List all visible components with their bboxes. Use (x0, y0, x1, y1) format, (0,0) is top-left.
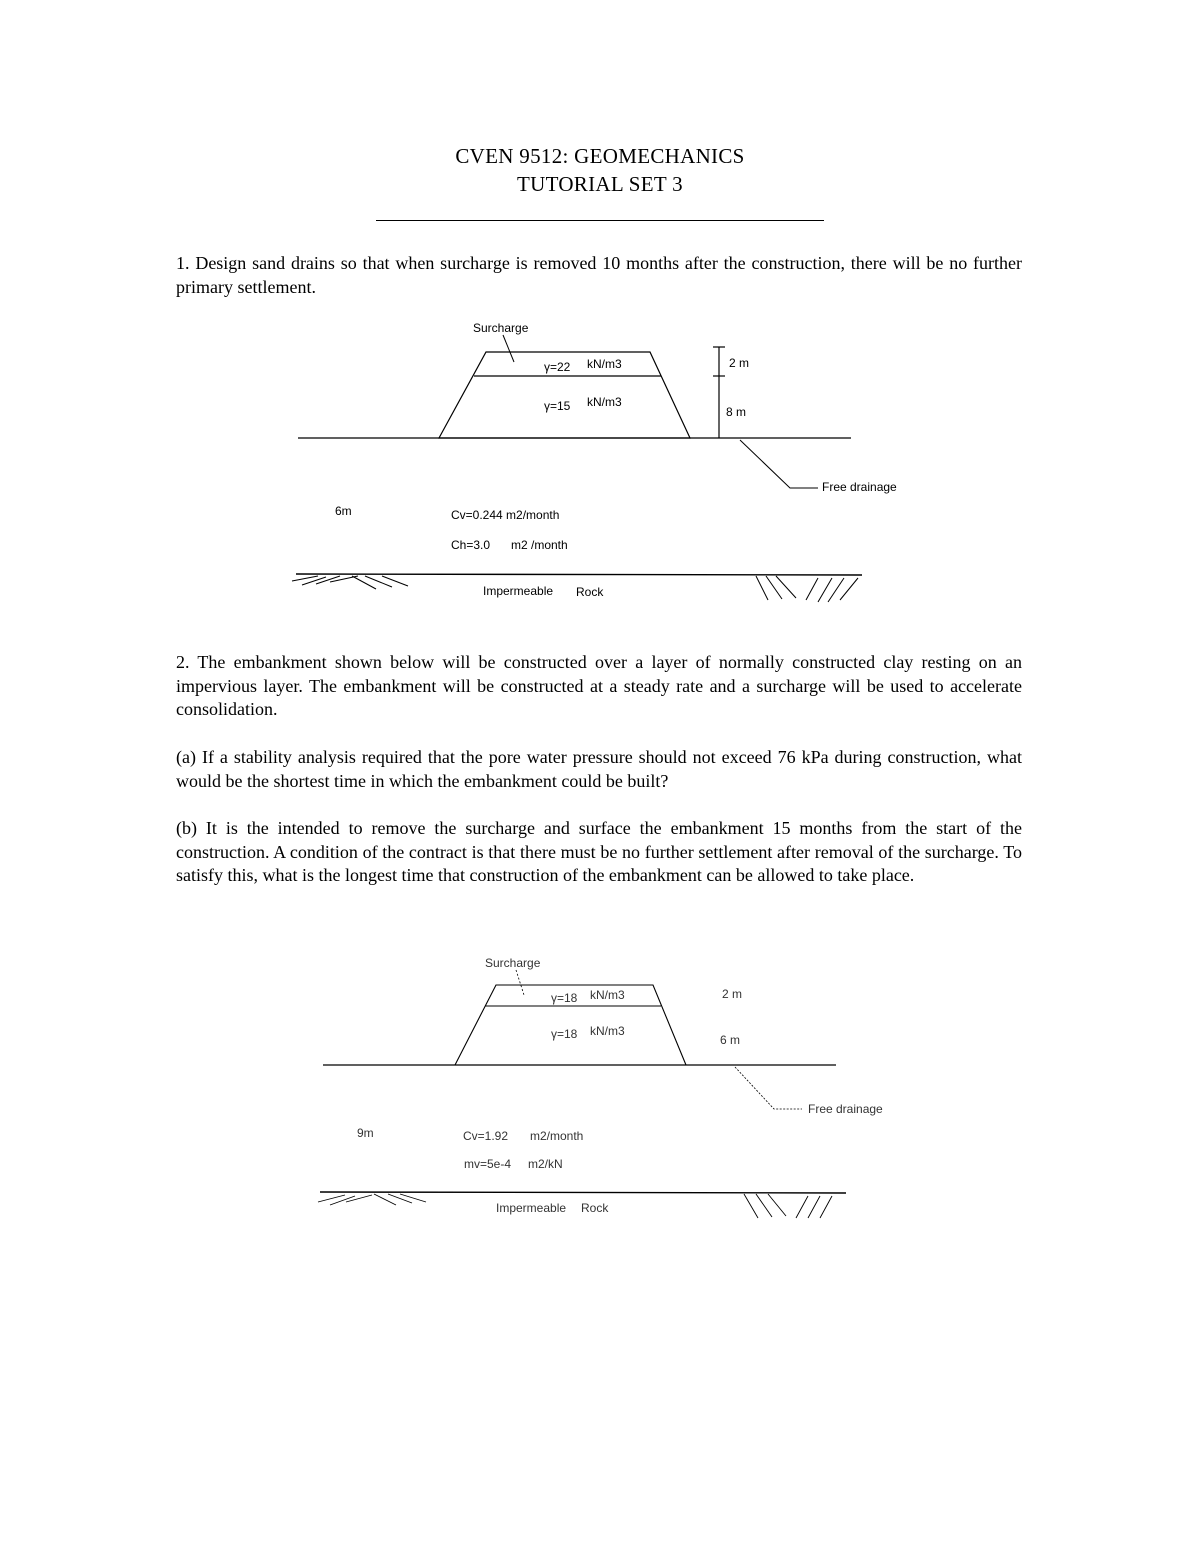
mv-unit: m2/kN (528, 1157, 563, 1171)
layer-thickness: 6m (335, 504, 352, 518)
cv-value: Cv=1.92 (463, 1129, 509, 1143)
gamma-fill-unit: kN/m3 (590, 1024, 625, 1038)
rock-hatching-left (318, 1194, 426, 1205)
base-rock: Rock (576, 585, 604, 599)
surcharge-label: Surcharge (485, 956, 541, 970)
rock-hatching-right (756, 576, 858, 602)
page-subtitle: TUTORIAL SET 3 (517, 172, 683, 196)
base-line (296, 574, 862, 575)
rock-hatching-right (744, 1194, 832, 1218)
gamma-fill-unit: kN/m3 (587, 395, 622, 409)
gamma-surcharge-unit: kN/m3 (587, 357, 622, 371)
question-2a-text: (a) If a stability analysis required that the pore water pressure should not exceed 76 kPa during construction, what would be the shortest time in which the embankment could be built? (176, 747, 1022, 791)
gamma-surcharge: γ=22 (544, 360, 571, 374)
gamma-surcharge: γ=18 (551, 991, 578, 1005)
cv-value: Cv=0.244 m2/month (451, 508, 560, 522)
base-impermeable: Impermeable (483, 584, 554, 598)
rock-hatching-left (292, 576, 408, 589)
base-line (320, 1192, 846, 1193)
base-impermeable: Impermeable (496, 1201, 567, 1215)
height-surcharge: 2 m (729, 356, 750, 370)
layer-thickness: 9m (357, 1126, 374, 1140)
mv-value: mv=5e-4 (464, 1157, 512, 1171)
gamma-fill: γ=18 (551, 1027, 578, 1041)
drainage-label: Free drainage (822, 480, 897, 494)
height-surcharge: 2 m (722, 987, 743, 1001)
height-fill: 6 m (720, 1033, 741, 1047)
drainage-label: Free drainage (808, 1102, 883, 1116)
surcharge-label: Surcharge (473, 321, 529, 335)
question-1-diagram (0, 310, 1200, 610)
ch-unit: m2 /month (511, 538, 568, 552)
base-rock: Rock (581, 1201, 609, 1215)
gamma-fill: γ=15 (544, 399, 571, 413)
question-2b-text: (b) It is the intended to remove the surcharge and surface the embankment 15 months from the start of the construction. A condition of the contract is that there must be no further settlement after removal of the surcharge. To satisfy this, what is the longest time that construction of the embankment can be allowed to take place. (176, 818, 1022, 885)
title-divider (376, 220, 824, 221)
surcharge-leader (503, 335, 514, 362)
cv-unit: m2/month (530, 1129, 584, 1143)
height-fill: 8 m (726, 405, 747, 419)
question-1-text: 1. Design sand drains so that when surcharge is removed 10 months after the construction, there will be no further primary settlement. (176, 253, 1022, 297)
question-2-diagram (0, 940, 1200, 1230)
page-title: CVEN 9512: GEOMECHANICS (455, 144, 745, 168)
gamma-surcharge-unit: kN/m3 (590, 988, 625, 1002)
drainage-leader (735, 1067, 802, 1109)
drainage-leader (740, 440, 818, 488)
surcharge-leader (516, 970, 524, 995)
question-2-text: 2. The embankment shown below will be constructed over a layer of normally constructed clay resting on an impervious layer. The embankment will be constructed at a steady rate and a surcharge will be used to accelerate consolidation. (176, 652, 1022, 719)
ch-value: Ch=3.0 (451, 538, 491, 552)
